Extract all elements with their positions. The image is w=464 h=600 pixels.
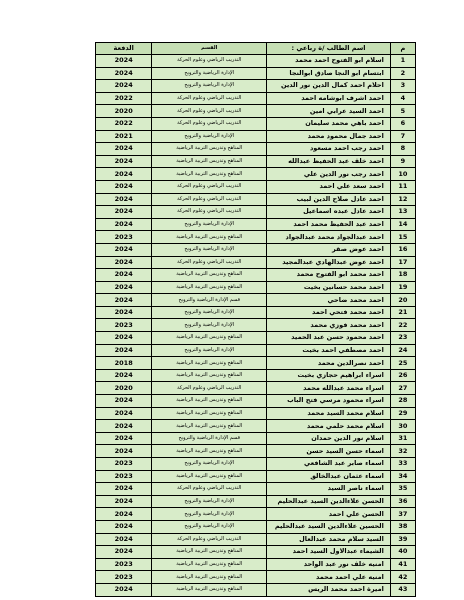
row-batch-year: 2024 bbox=[96, 546, 152, 559]
table-row bbox=[96, 483, 416, 496]
row-department: المناهج وتدريس التربية الرياضية bbox=[152, 470, 267, 483]
row-department: المناهج وتدريس التربية الرياضية bbox=[152, 281, 267, 294]
row-batch-year: 2024 bbox=[96, 483, 152, 496]
row-number: 41 bbox=[390, 558, 415, 571]
student-table bbox=[95, 42, 416, 597]
row-number: 3 bbox=[390, 80, 415, 93]
row-department: المناهج وتدريس التربية الرياضية bbox=[152, 369, 267, 382]
table-row bbox=[96, 583, 416, 596]
row-student-name: احمد محمود حسن عبد الحميد bbox=[267, 332, 391, 345]
table-row bbox=[96, 55, 416, 68]
row-department: المناهج وتدريس التربية الرياضية bbox=[152, 583, 267, 596]
row-number: 18 bbox=[390, 269, 415, 282]
row-department: التدريب الرياضي وعلوم الحركة bbox=[152, 256, 267, 269]
row-department: المناهج وتدريس التربية الرياضية bbox=[152, 546, 267, 559]
row-student-name: احمد اشرف ابوشامه احمد bbox=[267, 92, 391, 105]
row-batch-year: 2020 bbox=[96, 382, 152, 395]
row-department: التدريب الرياضي وعلوم الحركة bbox=[152, 92, 267, 105]
row-department: المناهج وتدريس التربية الرياضية bbox=[152, 420, 267, 433]
row-batch-year: 2023 bbox=[96, 458, 152, 471]
row-batch-year: 2024 bbox=[96, 344, 152, 357]
row-number: 39 bbox=[390, 533, 415, 546]
row-department: المناهج وتدريس التربية الرياضية bbox=[152, 357, 267, 370]
row-number: 40 bbox=[390, 546, 415, 559]
row-student-name: ابتسام ابو النجا صادق ابوالنجا bbox=[267, 67, 391, 80]
table-row bbox=[96, 332, 416, 345]
row-number: 19 bbox=[390, 281, 415, 294]
table-row bbox=[96, 382, 416, 395]
row-number: 4 bbox=[390, 92, 415, 105]
row-number: 10 bbox=[390, 168, 415, 181]
row-batch-year: 2024 bbox=[96, 168, 152, 181]
row-number: 43 bbox=[390, 583, 415, 596]
row-department: الإدارة الرياضية والترويح bbox=[152, 495, 267, 508]
row-batch-year: 2024 bbox=[96, 432, 152, 445]
row-batch-year: 2023 bbox=[96, 231, 152, 244]
row-student-name: الحسين علاءالدين السيد عبدالحليم bbox=[267, 520, 391, 533]
row-department: المناهج وتدريس التربية الرياضية bbox=[152, 269, 267, 282]
row-number: 5 bbox=[390, 105, 415, 118]
table-row bbox=[96, 395, 416, 408]
row-student-name: احمد محمد فوزي محمد bbox=[267, 319, 391, 332]
row-batch-year: 2024 bbox=[96, 180, 152, 193]
row-number: 12 bbox=[390, 193, 415, 206]
row-number: 2 bbox=[390, 67, 415, 80]
row-student-name: امنيه علي احمد محمد bbox=[267, 571, 391, 584]
table-row bbox=[96, 369, 416, 382]
row-number: 42 bbox=[390, 571, 415, 584]
row-department: المناهج وتدريس التربية الرياضية bbox=[152, 155, 267, 168]
row-department: التدريب الرياضي وعلوم الحركة bbox=[152, 117, 267, 130]
row-batch-year: 2024 bbox=[96, 508, 152, 521]
row-number: 24 bbox=[390, 344, 415, 357]
row-department: الإدارة الرياضية والترويح bbox=[152, 508, 267, 521]
table-row bbox=[96, 281, 416, 294]
table-row bbox=[96, 306, 416, 319]
row-student-name: اسماء ناصر السيد bbox=[267, 483, 391, 496]
row-batch-year: 2024 bbox=[96, 193, 152, 206]
table-row bbox=[96, 143, 416, 156]
table-row bbox=[96, 294, 416, 307]
row-department: الإدارة الرياضية والترويح bbox=[152, 130, 267, 143]
header-student-name: اسم الطالب /ة رباعي : bbox=[267, 43, 391, 55]
row-student-name: احمد السيد عرابي امين bbox=[267, 105, 391, 118]
row-number: 16 bbox=[390, 243, 415, 256]
row-number: 29 bbox=[390, 407, 415, 420]
row-student-name: احمد محمد حسانين بخيت bbox=[267, 281, 391, 294]
row-department: التدريب الرياضي وعلوم الحركة bbox=[152, 193, 267, 206]
row-number: 31 bbox=[390, 432, 415, 445]
row-batch-year: 2024 bbox=[96, 420, 152, 433]
row-student-name: اسماء حسن السيد حسن bbox=[267, 445, 391, 458]
table-row bbox=[96, 117, 416, 130]
table-header bbox=[96, 43, 416, 55]
row-number: 15 bbox=[390, 231, 415, 244]
row-batch-year: 2024 bbox=[96, 369, 152, 382]
header-number: م bbox=[390, 43, 415, 55]
row-batch-year: 2024 bbox=[96, 306, 152, 319]
row-student-name: امنيه خلف نور عبد الواحد bbox=[267, 558, 391, 571]
row-batch-year: 2024 bbox=[96, 143, 152, 156]
row-student-name: احمد عوض عبدالهادي عبدالمجيد bbox=[267, 256, 391, 269]
row-student-name: احمد رجب احمد مسعود bbox=[267, 143, 391, 156]
row-batch-year: 2024 bbox=[96, 294, 152, 307]
table-row bbox=[96, 508, 416, 521]
row-student-name: اسماء عثمان عبدالخالق bbox=[267, 470, 391, 483]
table-row bbox=[96, 520, 416, 533]
row-batch-year: 2022 bbox=[96, 117, 152, 130]
table-row bbox=[96, 546, 416, 559]
table-row bbox=[96, 495, 416, 508]
row-department: قسم الإدارة الرياضية والترويح bbox=[152, 432, 267, 445]
row-number: 27 bbox=[390, 382, 415, 395]
row-department: الإدارة الرياضية والترويح bbox=[152, 218, 267, 231]
row-batch-year: 2024 bbox=[96, 495, 152, 508]
row-batch-year: 2023 bbox=[96, 571, 152, 584]
row-student-name: الشيماء عبدالاول السيد احمد bbox=[267, 546, 391, 559]
row-batch-year: 2024 bbox=[96, 583, 152, 596]
row-number: 7 bbox=[390, 130, 415, 143]
table-row bbox=[96, 420, 416, 433]
row-batch-year: 2024 bbox=[96, 395, 152, 408]
table-row bbox=[96, 218, 416, 231]
row-number: 26 bbox=[390, 369, 415, 382]
table-row bbox=[96, 558, 416, 571]
row-number: 1 bbox=[390, 55, 415, 68]
row-number: 37 bbox=[390, 508, 415, 521]
row-student-name: اسلام محمد حلمي محمد bbox=[267, 420, 391, 433]
row-department: المناهج وتدريس التربية الرياضية bbox=[152, 395, 267, 408]
table-row bbox=[96, 432, 416, 445]
table-row bbox=[96, 206, 416, 219]
table-row bbox=[96, 357, 416, 370]
row-department: التدريب الرياضي وعلوم الحركة bbox=[152, 533, 267, 546]
row-batch-year: 2024 bbox=[96, 520, 152, 533]
row-student-name: الحسن علاءالدين السيد عبدالحليم bbox=[267, 495, 391, 508]
row-batch-year: 2018 bbox=[96, 357, 152, 370]
table-row bbox=[96, 92, 416, 105]
table-row bbox=[96, 445, 416, 458]
row-student-name: اسلام ابو الفتوح احمد محمد bbox=[267, 55, 391, 68]
student-list-sheet bbox=[95, 42, 416, 597]
row-number: 35 bbox=[390, 483, 415, 496]
table-row bbox=[96, 231, 416, 244]
row-student-name: احمد جمال محمود محمد bbox=[267, 130, 391, 143]
row-batch-year: 2024 bbox=[96, 206, 152, 219]
row-department: التدريب الرياضي وعلوم الحركة bbox=[152, 105, 267, 118]
row-batch-year: 2024 bbox=[96, 256, 152, 269]
row-student-name: الحسن علي احمد bbox=[267, 508, 391, 521]
row-department: التدريب الرياضي وعلوم الحركة bbox=[152, 483, 267, 496]
row-number: 30 bbox=[390, 420, 415, 433]
row-number: 33 bbox=[390, 458, 415, 471]
row-department: الإدارة الرياضية والترويح bbox=[152, 458, 267, 471]
row-department: المناهج وتدريس التربية الرياضية bbox=[152, 168, 267, 181]
row-student-name: احمد عبد الحفيظ محمد احمد bbox=[267, 218, 391, 231]
row-department: المناهج وتدريس التربية الرياضية bbox=[152, 231, 267, 244]
table-row bbox=[96, 319, 416, 332]
table-body bbox=[96, 55, 416, 597]
table-row bbox=[96, 243, 416, 256]
table-row bbox=[96, 80, 416, 93]
row-student-name: احمد خلف عبد الحفيظ عبدالله bbox=[267, 155, 391, 168]
table-row bbox=[96, 571, 416, 584]
row-student-name: اسلام نور الدين حمدان bbox=[267, 432, 391, 445]
table-row bbox=[96, 168, 416, 181]
row-student-name: اسلام محمد السيد محمد bbox=[267, 407, 391, 420]
row-student-name: احلام احمد كمال الدين نور الدين bbox=[267, 80, 391, 93]
row-student-name: احمد محمد فتحي احمد bbox=[267, 306, 391, 319]
row-student-name: احمد عادل عبده اسماعيل bbox=[267, 206, 391, 219]
row-student-name: احمد عبدالجواد محمد عبدالجواد bbox=[267, 231, 391, 244]
row-batch-year: 2024 bbox=[96, 243, 152, 256]
row-batch-year: 2023 bbox=[96, 470, 152, 483]
row-batch-year: 2024 bbox=[96, 80, 152, 93]
row-department: التدريب الرياضي وعلوم الحركة bbox=[152, 382, 267, 395]
row-department: الإدارة الرياضية والترويح bbox=[152, 80, 267, 93]
table-row bbox=[96, 105, 416, 118]
table-row bbox=[96, 155, 416, 168]
row-number: 9 bbox=[390, 155, 415, 168]
row-batch-year: 2023 bbox=[96, 558, 152, 571]
table-row bbox=[96, 180, 416, 193]
row-department: الإدارة الرياضية والترويح bbox=[152, 67, 267, 80]
row-batch-year: 2024 bbox=[96, 218, 152, 231]
row-student-name: احمد باهي محمد سليمان bbox=[267, 117, 391, 130]
row-student-name: اسراء محمد عبدالله محمد bbox=[267, 382, 391, 395]
row-department: الإدارة الرياضية والترويح bbox=[152, 319, 267, 332]
row-department: التدريب الرياضي وعلوم الحركة bbox=[152, 180, 267, 193]
row-batch-year: 2021 bbox=[96, 130, 152, 143]
header-batch-year: الدفعة bbox=[96, 43, 152, 55]
row-department: الإدارة الرياضية والترويح bbox=[152, 520, 267, 533]
row-number: 14 bbox=[390, 218, 415, 231]
row-batch-year: 2024 bbox=[96, 67, 152, 80]
row-student-name: احمد سعد علي احمد bbox=[267, 180, 391, 193]
row-number: 38 bbox=[390, 520, 415, 533]
row-number: 6 bbox=[390, 117, 415, 130]
row-batch-year: 2024 bbox=[96, 407, 152, 420]
row-number: 34 bbox=[390, 470, 415, 483]
row-batch-year: 2024 bbox=[96, 281, 152, 294]
row-student-name: احمد محمد ضاحي bbox=[267, 294, 391, 307]
row-batch-year: 2024 bbox=[96, 55, 152, 68]
row-department: التدريب الرياضي وعلوم الحركة bbox=[152, 55, 267, 68]
table-row bbox=[96, 344, 416, 357]
row-number: 22 bbox=[390, 319, 415, 332]
header-department: القسم bbox=[152, 43, 267, 55]
table-row bbox=[96, 256, 416, 269]
row-number: 25 bbox=[390, 357, 415, 370]
row-department: المناهج وتدريس التربية الرياضية bbox=[152, 558, 267, 571]
row-department: الإدارة الرياضية والترويح bbox=[152, 243, 267, 256]
row-department: قسم الإدارة الرياضية والترويح bbox=[152, 294, 267, 307]
table-row bbox=[96, 458, 416, 471]
row-batch-year: 2023 bbox=[96, 319, 152, 332]
row-student-name: احمد عادل صلاح الدين لبيب bbox=[267, 193, 391, 206]
row-department: المناهج وتدريس التربية الرياضية bbox=[152, 143, 267, 156]
row-batch-year: 2024 bbox=[96, 269, 152, 282]
row-batch-year: 2020 bbox=[96, 105, 152, 118]
row-student-name: اميرة احمد محمد الريس bbox=[267, 583, 391, 596]
row-department: المناهج وتدريس التربية الرياضية bbox=[152, 445, 267, 458]
row-number: 23 bbox=[390, 332, 415, 345]
row-department: الإدارة الرياضية والترويح bbox=[152, 306, 267, 319]
row-number: 28 bbox=[390, 395, 415, 408]
row-student-name: احمد مصطفي احمد بخيت bbox=[267, 344, 391, 357]
row-batch-year: 2024 bbox=[96, 533, 152, 546]
table-row bbox=[96, 269, 416, 282]
row-number: 21 bbox=[390, 306, 415, 319]
row-department: الإدارة الرياضية والترويح bbox=[152, 344, 267, 357]
row-department: المناهج وتدريس التربية الرياضية bbox=[152, 332, 267, 345]
header-row bbox=[96, 43, 416, 55]
row-number: 32 bbox=[390, 445, 415, 458]
row-number: 11 bbox=[390, 180, 415, 193]
row-student-name: اسراء محمود مرسي فتح الباب bbox=[267, 395, 391, 408]
table-row bbox=[96, 407, 416, 420]
row-batch-year: 2024 bbox=[96, 445, 152, 458]
row-batch-year: 2024 bbox=[96, 155, 152, 168]
row-student-name: احمد نصرالدين محمد bbox=[267, 357, 391, 370]
row-student-name: احمد رجب نور الدين علي bbox=[267, 168, 391, 181]
row-department: التدريب الرياضي وعلوم الحركة bbox=[152, 206, 267, 219]
row-number: 13 bbox=[390, 206, 415, 219]
row-department: المناهج وتدريس التربية الرياضية bbox=[152, 571, 267, 584]
row-batch-year: 2024 bbox=[96, 332, 152, 345]
row-student-name: السيد سلام محمد عبدالعال bbox=[267, 533, 391, 546]
table-row bbox=[96, 67, 416, 80]
row-number: 20 bbox=[390, 294, 415, 307]
row-student-name: احمد عوض صقر bbox=[267, 243, 391, 256]
table-row bbox=[96, 533, 416, 546]
row-number: 17 bbox=[390, 256, 415, 269]
row-student-name: اسراء ابراهيم حجازي بخيت bbox=[267, 369, 391, 382]
row-student-name: احمد محمد ابو الفتوح محمد bbox=[267, 269, 391, 282]
row-batch-year: 2022 bbox=[96, 92, 152, 105]
table-row bbox=[96, 130, 416, 143]
table-row bbox=[96, 470, 416, 483]
row-student-name: اسماء صابر عبد الشافعي bbox=[267, 458, 391, 471]
row-number: 8 bbox=[390, 143, 415, 156]
table-row bbox=[96, 193, 416, 206]
row-department: المناهج وتدريس التربية الرياضية bbox=[152, 407, 267, 420]
row-number: 36 bbox=[390, 495, 415, 508]
